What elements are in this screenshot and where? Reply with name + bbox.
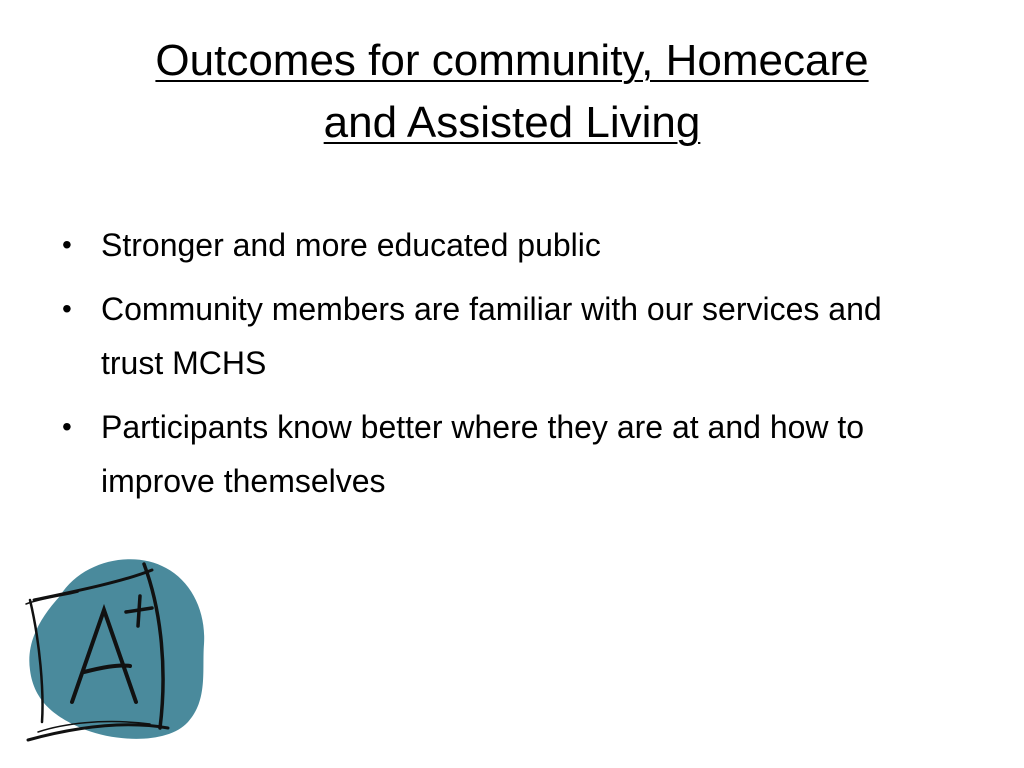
- title-line-2: and Assisted Living: [323, 98, 701, 147]
- slide-title: [60, 30, 964, 154]
- bullet-item: [60, 400, 920, 508]
- bullet-dot-icon: •: [62, 229, 72, 260]
- bullet-item: [60, 282, 920, 390]
- grade-a-plus-icon: [22, 552, 222, 752]
- bullet-dot-icon: •: [62, 293, 72, 324]
- bullet-dot-icon: •: [62, 411, 72, 442]
- bullet-text: Stronger and more educated public: [101, 227, 601, 263]
- title-line-1: Outcomes for community, Homecare: [155, 36, 869, 85]
- bullet-list: [60, 218, 920, 518]
- bullet-text: Community members are familiar with our services and trust MCHS: [101, 291, 882, 381]
- bullet-item: [60, 218, 920, 272]
- bullet-text: Participants know better where they are at and how to improve themselves: [101, 409, 865, 499]
